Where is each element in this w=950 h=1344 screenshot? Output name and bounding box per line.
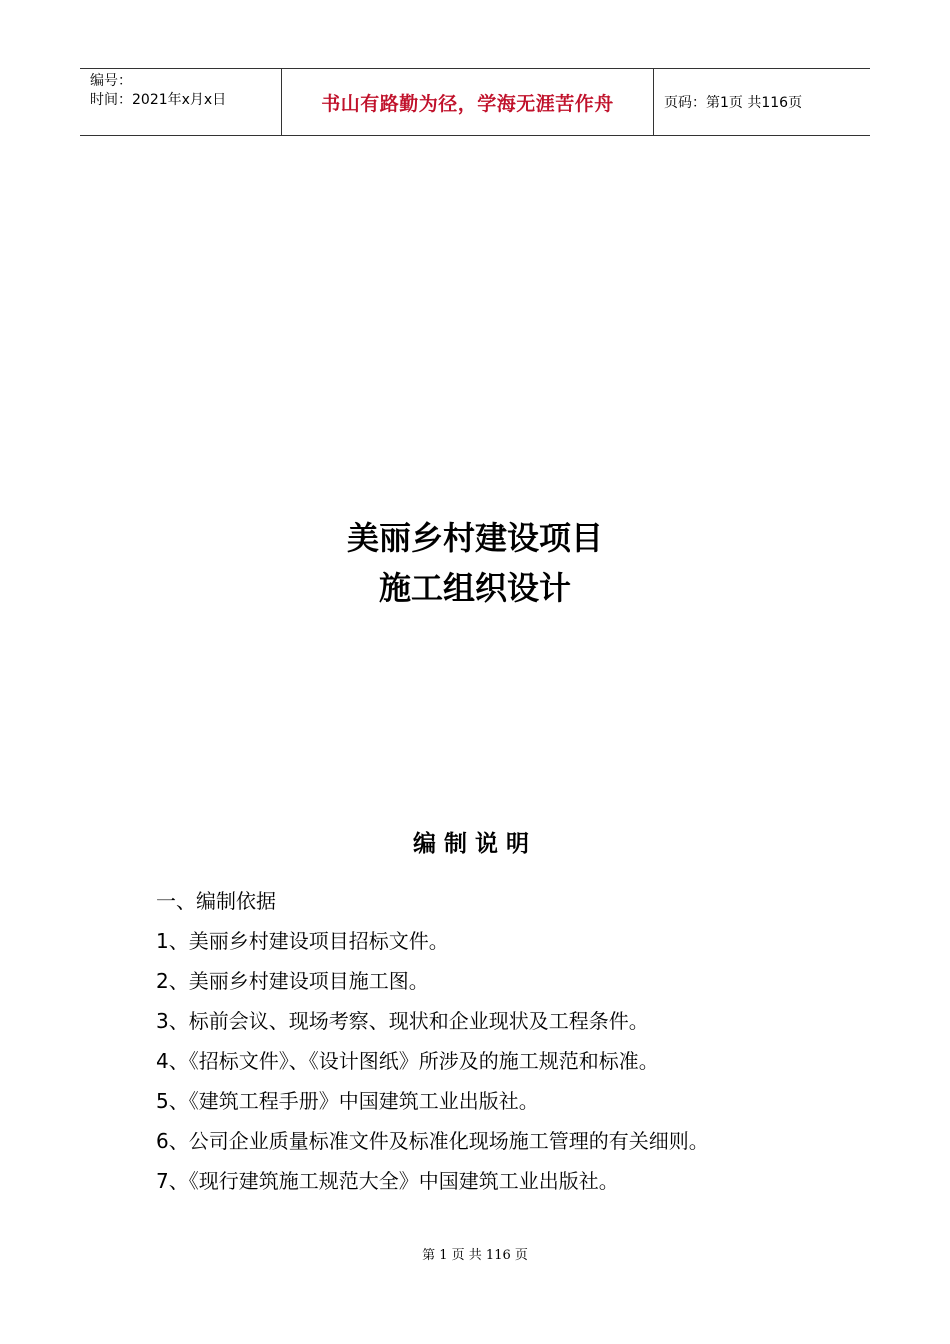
header-page-cell: [654, 69, 870, 135]
motto-text: 书山有路勤为径，学海无涯苦作舟: [321, 92, 614, 115]
header-page-info: 页码：第1页 共116页: [664, 95, 803, 111]
basis-item-1: 1、美丽乡村建设项目招标文件。: [156, 929, 449, 953]
basis-item-7: 7、《现行建筑施工规范大全》中国建筑工业出版社。: [156, 1169, 619, 1193]
section-heading: 编制说明: [413, 831, 537, 857]
date-label: 时间：2021年x月x日: [90, 92, 227, 108]
page-header: [80, 68, 870, 136]
basis-item-2: 2、美丽乡村建设项目施工图。: [156, 969, 429, 993]
serial-number-label: 编号：: [90, 73, 132, 89]
basis-item-4: 4、《招标文件》、《设计图纸》所涉及的施工规范和标准。: [156, 1049, 659, 1073]
basis-item-5: 5、《建筑工程手册》中国建筑工业出版社。: [156, 1089, 539, 1113]
basis-item-6: 6、公司企业质量标准文件及标准化现场施工管理的有关细则。: [156, 1129, 709, 1153]
page-footer: 第 1 页 共 116 页: [422, 1248, 528, 1263]
subsection-heading: 一、编制依据: [156, 889, 276, 913]
header-motto-cell: [282, 69, 654, 135]
header-meta-cell: [80, 69, 282, 135]
document-title-line-2: 施工组织设计: [378, 569, 571, 607]
document-title-line-1: 美丽乡村建设项目: [346, 519, 603, 557]
basis-item-3: 3、标前会议、现场考察、现状和企业现状及工程条件。: [156, 1009, 649, 1033]
